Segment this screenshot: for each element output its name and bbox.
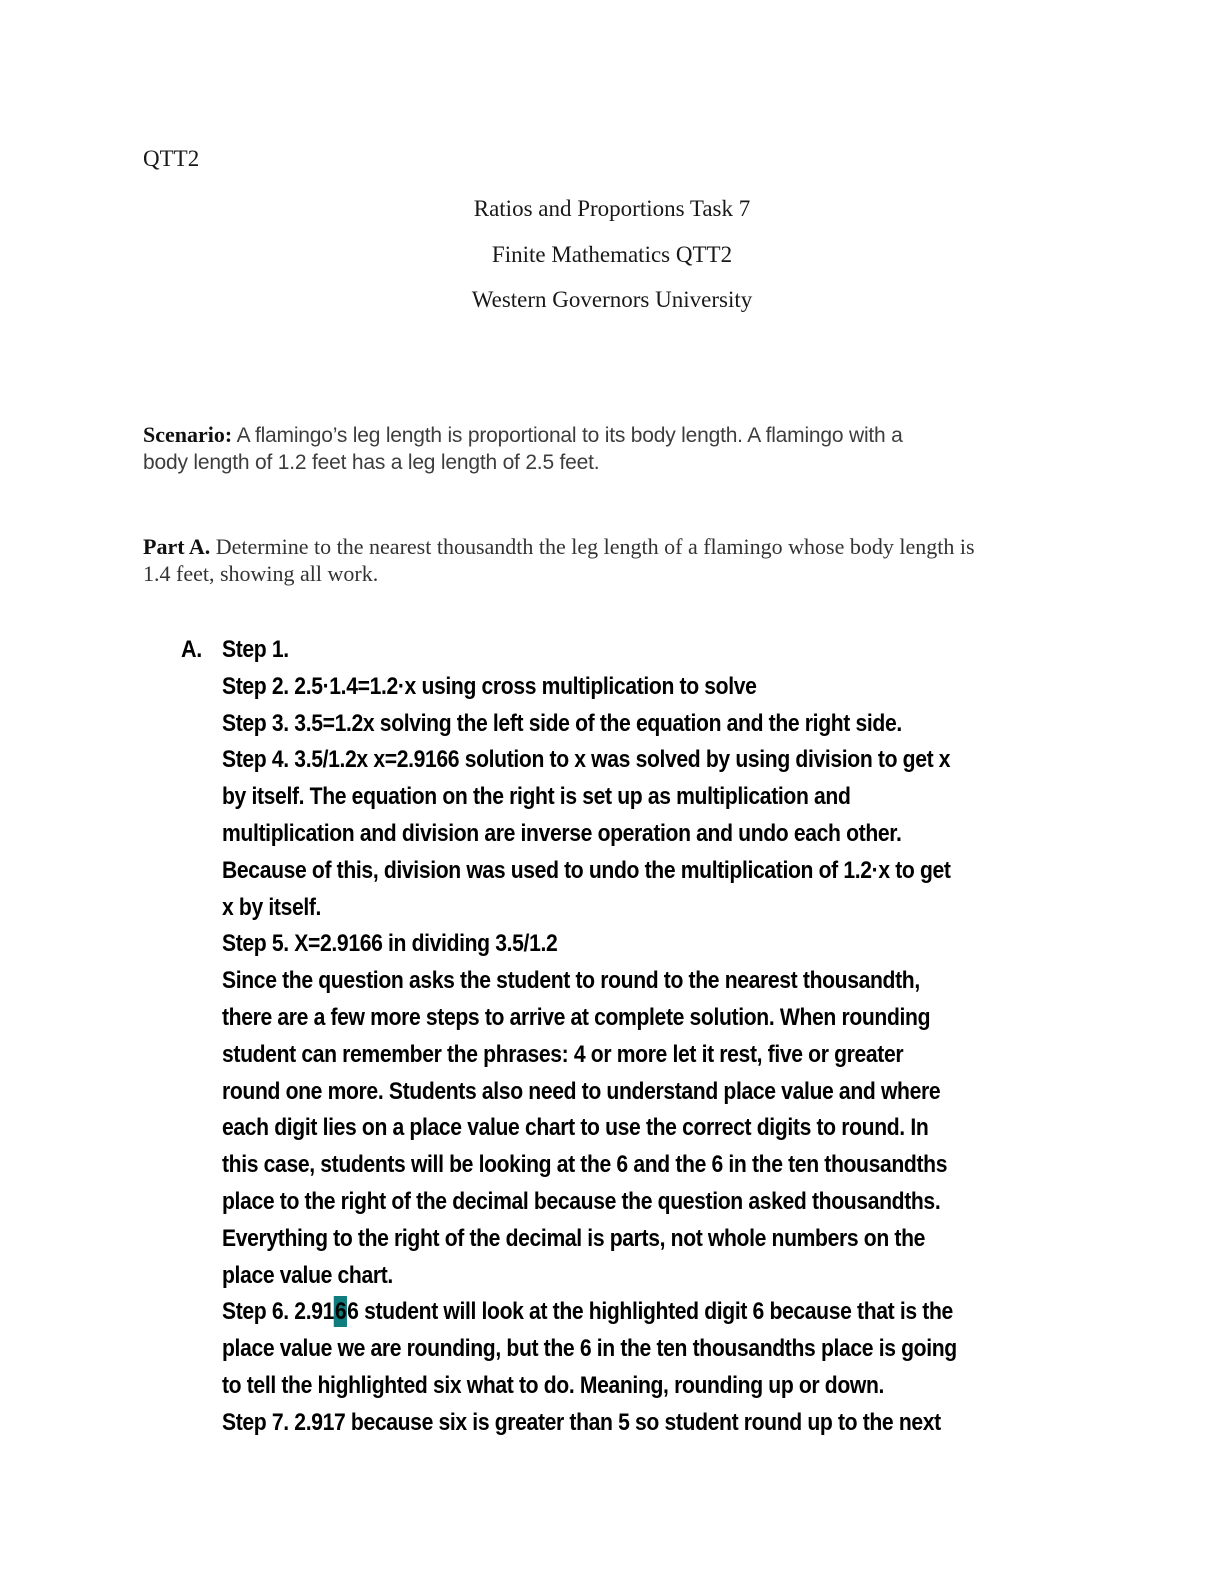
step-line: Since the question asks the student to round to the nearest thousandth, [222,967,920,995]
part-a-text-2: 1.4 feet, showing all work. [143,561,379,587]
step-line: x by itself. [222,893,322,921]
part-a-line-1 [143,533,1093,560]
step-line: place value chart. [222,1261,393,1289]
step-line: to tell the highlighted six what to do. Meaning, rounding up or down. [222,1371,885,1399]
running-head: QTT2 [143,146,200,171]
part-a-paragraph [143,533,1093,588]
scenario-text-2: body length of 1.2 feet has a leg length of 2.5 feet. [143,451,600,475]
step-line: by itself. The equation on the right is set up as multiplication and [222,783,851,811]
part-a-label: Part A. [143,534,211,559]
course-title: Finite Mathematics QTT2 [491,241,733,267]
part-a-text-1: Determine to the nearest thousandth the leg length of a flamingo whose body length is [210,534,975,559]
step-line: multiplication and division are inverse operation and undo each other. [222,819,902,847]
step-line: Everything to the right of the decimal is parts, not whole numbers on the [222,1224,926,1252]
document-title: Ratios and Proportions Task 7 [473,196,751,221]
scenario-paragraph [143,421,1093,477]
step-line: student can remember the phrases: 4 or more let it rest, five or greater [222,1040,904,1068]
steps-list [222,632,1142,1442]
step-line-step6 [222,1294,1032,1331]
highlighted-digit: 6 [334,1298,347,1326]
step-line: place value we are rounding, but the 6 in the ten thousandths place is going [222,1335,957,1363]
title-block [0,186,1224,323]
step-line: place to the right of the decimal because the question asked thousandths. [222,1187,941,1215]
step-line: Step 3. 3.5=1.2x solving the left side of the equation and the right side. [222,709,902,737]
institution-name: Western Governors University [471,287,753,312]
scenario-line-1 [143,421,1093,449]
step-line: there are a few more steps to arrive at complete solution. When rounding [222,1003,931,1031]
step-line: round one more. Students also need to understand place value and where [222,1077,941,1105]
step-line: Step 7. 2.917 because six is greater than 5 so student round up to the next [222,1408,941,1436]
step-line: Step 5. X=2.9166 in dividing 3.5/1.2 [222,930,558,958]
step-line: Step 1. [222,636,289,663]
scenario-text-1: A flamingo’s leg length is proportional to its body length. A flamingo with a [232,424,903,447]
scenario-label: Scenario: [143,422,233,447]
step-line: Because of this, division was used to undo the multiplication of 1.2·x to get [222,856,951,884]
step-line: Step 2. 2.5·1.4=1.2·x using cross multiplication to solve [222,672,757,700]
step6-post: 6 student will look at the highlighted digit 6 because that is the [347,1298,953,1326]
step-line: this case, students will be looking at the 6 and the 6 in the ten thousandths [222,1151,948,1179]
step-line: each digit lies on a place value chart to use the correct digits to round. In [222,1114,929,1142]
list-marker-a: A. [181,636,202,663]
step6-pre: Step 6. 2.91 [222,1298,335,1326]
step-line: Step 4. 3.5/1.2x x=2.9166 solution to x was solved by using division to get x [222,746,951,774]
